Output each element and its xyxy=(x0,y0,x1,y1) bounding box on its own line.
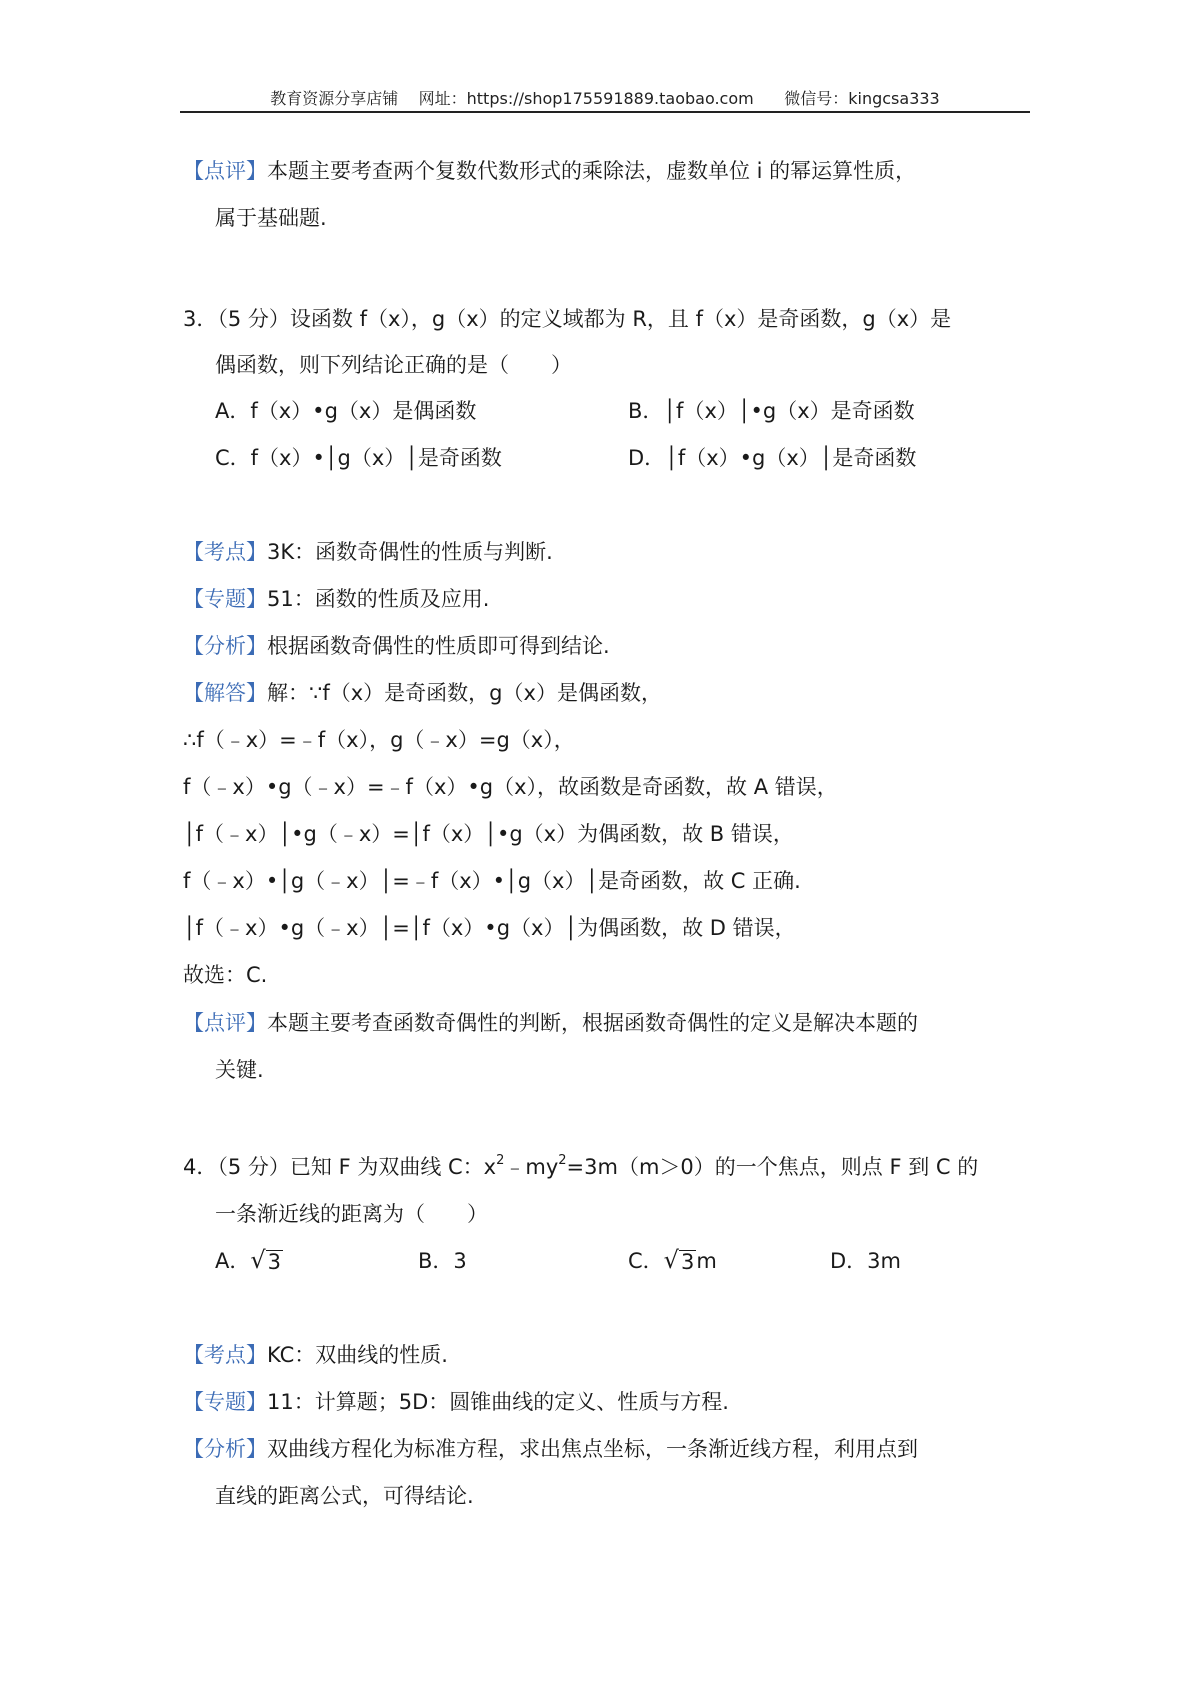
prev-comment-line2: 属于基础题. xyxy=(215,206,327,230)
q3-dianping-tag: 【点评】 xyxy=(183,1011,267,1035)
q3-jieda-tag: 【解答】 xyxy=(183,681,267,705)
header-rule xyxy=(180,111,1030,113)
q4-fenxi-text: 双曲线方程化为标准方程，求出焦点坐标，一条渐近线方程，利用点到 xyxy=(267,1437,918,1461)
q4-option-a-label: A． xyxy=(215,1249,251,1273)
q3-jieda xyxy=(183,678,662,708)
q3-step-1: ∴f（﹣x）=﹣f（x），g（﹣x）=g（x）， xyxy=(183,728,575,752)
prev-comment-tag: 【点评】 xyxy=(183,159,267,183)
q3-zhuanti xyxy=(183,584,489,614)
q4-fenxi-tag: 【分析】 xyxy=(183,1437,267,1461)
q3-fenxi-tag: 【分析】 xyxy=(183,634,267,658)
page-header xyxy=(180,86,1030,109)
q3-dianping-text: 本题主要考查函数奇偶性的判断，根据函数奇偶性的定义是解决本题的 xyxy=(267,1011,918,1035)
sqrt-symbol: √ 3 xyxy=(250,1246,282,1274)
q3-kaodian-text: 3K：函数奇偶性的性质与判断. xyxy=(267,540,553,564)
q4-option-c-label: C． xyxy=(628,1249,664,1273)
wechat-label: 微信号： xyxy=(784,89,849,108)
q4-stem-line2: 一条渐近线的距离为（ ） xyxy=(215,1202,488,1226)
q4-kaodian-tag: 【考点】 xyxy=(183,1343,267,1367)
q4-stem-part-c: =3m（m＞0）的一个焦点，则点 F 到 C 的 xyxy=(566,1155,979,1179)
q3-zhuanti-tag: 【专题】 xyxy=(183,587,267,611)
prev-comment-text: 本题主要考查两个复数代数形式的乘除法，虚数单位 i 的幂运算性质， xyxy=(267,159,917,183)
q4-zhuanti-tag: 【专题】 xyxy=(183,1390,267,1414)
q3-jieda-text: 解：∵f（x）是奇函数，g（x）是偶函数， xyxy=(267,681,662,705)
prev-comment-line1 xyxy=(183,156,916,186)
q4-kaodian-text: KC：双曲线的性质. xyxy=(267,1343,448,1367)
q3-dianping-line1 xyxy=(183,1008,918,1038)
q4-kaodian xyxy=(183,1340,448,1370)
q3-step-5: │f（﹣x）•g（﹣x）│=│f（x）•g（x）│为偶函数，故 D 错误， xyxy=(183,916,796,940)
q3-dianping-line2: 关键. xyxy=(215,1058,264,1082)
q4-option-c-radicand: 3 xyxy=(680,1250,695,1274)
q3-step-2: f（﹣x）•g（﹣x）=﹣f（x）•g（x），故函数是奇函数，故 A 错误， xyxy=(183,775,838,799)
q4-option-d: D．3m xyxy=(830,1249,901,1273)
q4-fenxi-line1 xyxy=(183,1434,918,1464)
site-label: 网址： xyxy=(418,89,467,108)
q4-option-c-suffix: m xyxy=(696,1249,717,1273)
q4-sup-2: 2 xyxy=(558,1153,567,1168)
q3-option-d: D．│f（x）•g（x）│是奇函数 xyxy=(628,446,917,470)
q4-stem-line1 xyxy=(183,1152,978,1182)
q3-fenxi xyxy=(183,631,610,661)
q4-option-c xyxy=(628,1246,717,1276)
q4-zhuanti-text: 11：计算题；5D：圆锥曲线的定义、性质与方程. xyxy=(267,1390,729,1414)
q3-kaodian xyxy=(183,537,553,567)
q4-option-a xyxy=(215,1246,283,1276)
q3-option-a: A．f（x）•g（x）是偶函数 xyxy=(215,399,477,423)
q3-kaodian-tag: 【考点】 xyxy=(183,540,267,564)
q4-option-a-radicand: 3 xyxy=(267,1250,282,1274)
q3-stem-line2: 偶函数，则下列结论正确的是（ ） xyxy=(215,353,572,377)
shop-name: 教育资源分享店铺 xyxy=(270,89,399,108)
q4-zhuanti xyxy=(183,1387,729,1417)
q4-stem-part-b: ﹣my xyxy=(504,1155,559,1179)
q4-sup-1: 2 xyxy=(496,1153,505,1168)
site-url: https://shop175591889.taobao.com xyxy=(466,89,754,108)
q3-fenxi-text: 根据函数奇偶性的性质即可得到结论. xyxy=(267,634,610,658)
q3-zhuanti-text: 51：函数的性质及应用. xyxy=(267,587,490,611)
sqrt-symbol: √ 3 xyxy=(663,1246,695,1274)
q4-fenxi-line2: 直线的距离公式，可得结论. xyxy=(215,1484,474,1508)
q3-option-c: C．f（x）•│g（x）│是奇函数 xyxy=(215,446,502,470)
q4-stem-part-a: 4．（5 分）已知 F 为双曲线 C：x xyxy=(183,1155,497,1179)
q4-option-b: B．3 xyxy=(418,1249,467,1273)
q3-step-4: f（﹣x）•│g（﹣x）│=﹣f（x）•│g（x）│是奇函数，故 C 正确. xyxy=(183,869,801,893)
q3-step-3: │f（﹣x）│•g（﹣x）=│f（x）│•g（x）为偶函数，故 B 错误， xyxy=(183,822,794,846)
wechat-id: kingcsa333 xyxy=(848,89,940,108)
q3-stem-line1: 3．（5 分）设函数 f（x），g（x）的定义域都为 R，且 f（x）是奇函数，g（x）是 xyxy=(183,307,952,331)
q3-step-6: 故选：C. xyxy=(183,963,268,987)
q3-option-b: B．│f（x）│•g（x）是奇函数 xyxy=(628,399,915,423)
